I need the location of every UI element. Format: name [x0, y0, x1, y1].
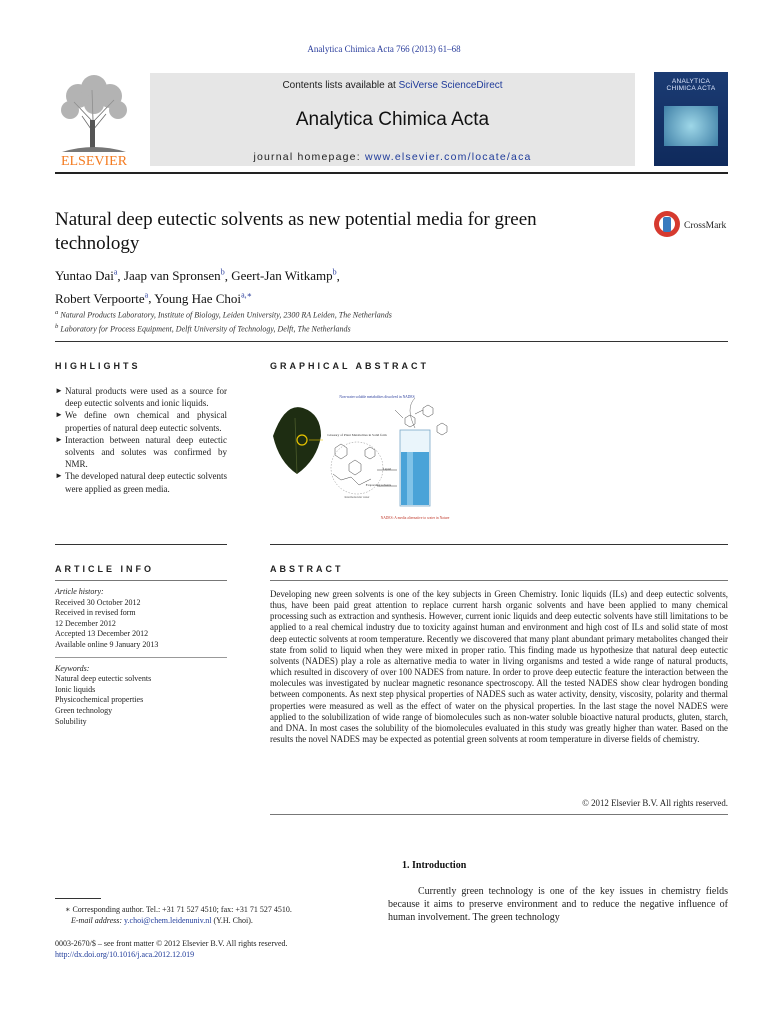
front-matter-info — [55, 938, 375, 960]
affiliation-b: $^b$ Laboratory for Process Equipment, Delft University of Technology, Delft, The Netherlands — [55, 322, 351, 334]
abstract-heading: ABSTRACT — [270, 564, 344, 574]
triangle-bullet-icon: ► — [55, 471, 63, 481]
affiliations — [55, 307, 655, 334]
history-item: 12 December 2012 — [55, 618, 116, 628]
article-info — [55, 587, 227, 727]
author-4[interactable]: Robert Verpoorte$^a$ — [55, 290, 149, 306]
info-rule-under-heading — [55, 580, 227, 581]
history-item: Received 30 October 2012 — [55, 597, 141, 607]
email-link[interactable]: y.choi@chem.leidenuniv.nl — [124, 916, 212, 925]
author-5[interactable]: Young Hae Choi$^{a,∗}$ — [154, 290, 253, 306]
author-1-affil: a — [113, 268, 118, 277]
author-3-affil: b — [332, 268, 337, 277]
article-info-heading: ARTICLE INFO — [55, 564, 154, 574]
availability-prefix: Contents lists available at — [282, 80, 399, 91]
ga-left-label: Glossary of Plant Metabolites in Solid form — [327, 433, 387, 437]
graphical-abstract-svg — [265, 378, 465, 528]
doi-link[interactable]: http://dx.doi.org/10.1016/j.aca.2012.12.019 — [55, 950, 195, 959]
cover-title: ANALYTICA CHIMICA ACTA — [666, 78, 716, 92]
info-separator — [55, 651, 227, 658]
triangle-bullet-icon: ► — [55, 386, 63, 395]
abstract-text: Developing new green solvents is one of the key subjects in Green Chemistry. Ionic liquids (ILs) and deep eutectic solvents, thus, have been paid great attention to replace current harsh organic solvents and have been applied to many chemical processing such as extraction and synthesis. However, current ionic liquids and deep eutectic solvents have still limitations to be applied to a real chemical industry due to toxicity against human and environment and high cost of ILs and solid state of most deep eutectic solvents at room temperature. Recently we discovered that many plant abundant primary metabolites changed their state from solid to liquid when they were mixed in proper ratio. This finding made us hypothesize that natural deep eutectic solvents (NADES) play a role as alternative media to water in living organisms and tested a wide range of natural products, which resulted in discovery of over 100 NADES from nature. In order to prove deep eutectic feature the interaction between the molecules was investigated by nuclear magnetic resonance spectroscopy. All the tested NADES show clear hydrogen bonding between components. As next step physical properties of NADES such as water activity, density, viscosity, polarity and thermal properties were measured as well as the effect of water on the physical properties. In the last stage the novel NADES were applied to the solubilization of wide range of biomolecules such as non-water soluble bioactive natural products, gluten, starch, and DNA. In most cases the solubility of the biomolecules evaluated in this study was greatly higher than water. Based on the results the novel NADES may be expected as potential green solvents at room temperature in diverse fields of chemistry. — [270, 589, 728, 745]
elsevier-tree-icon — [52, 72, 136, 168]
keyword: Solubility — [55, 716, 87, 726]
author-2[interactable]: Jaap van Spronsen$^b$ — [123, 268, 225, 284]
graphical-abstract-heading: GRAPHICAL ABSTRACT — [270, 361, 429, 371]
article-title: Natural deep eutectic solvents as new potential media for green technology — [55, 209, 537, 254]
ga-arrow-label-2: Evaporating solvents — [365, 483, 391, 487]
ga-arrow-label-1: Liquid — [383, 467, 391, 471]
highlight-item: ► The developed natural deep eutectic solvents were applied as green media. — [55, 471, 227, 494]
author-5-affil: a,∗ — [241, 290, 253, 300]
highlight-item: ► We define own chemical and physical properties of natural deep eutectic solvents. — [55, 410, 227, 433]
keyword: Green technology — [55, 705, 113, 715]
journal-banner — [150, 73, 635, 166]
elsevier-wordmark: ELSEVIER — [60, 154, 128, 168]
corresponding-author-note: ∗ Corresponding author. Tel.: +31 71 527 4510; fax: +31 71 527 4510. — [65, 905, 292, 914]
keyword: Ionic liquids — [55, 684, 96, 694]
journal-name: Analytica Chimica Acta — [295, 109, 490, 130]
highlight-item: ► Natural products were used as a source for deep eutectic solvents and ionic liquids. — [55, 386, 227, 409]
footnote-rule — [55, 898, 101, 899]
highlights-heading: HIGHLIGHTS — [55, 361, 141, 371]
abstract-rule-under-heading — [270, 580, 728, 581]
keyword: Physicochemical properties — [55, 695, 144, 705]
abstract-rule-top — [270, 544, 728, 545]
author-1[interactable]: Yuntao Dai$^a$ — [55, 268, 118, 284]
article-history-label: Article history: — [55, 587, 104, 596]
affiliation-rule — [55, 341, 728, 342]
history-item: Accepted 13 December 2012 — [55, 629, 149, 639]
beaker-icon — [400, 430, 430, 506]
sciencedirect-link[interactable]: SciVerse ScienceDirect — [398, 80, 503, 91]
crossmark-icon — [653, 210, 733, 240]
email-line: E-mail address: y.choi@chem.leidenuniv.nl (Y.H. Choi). — [71, 916, 253, 925]
author-4-affil: a — [144, 290, 149, 300]
history-item: Available online 9 January 2013 — [55, 639, 159, 649]
intro-heading: 1. Introduction — [402, 860, 467, 871]
abstract-rule-bottom — [270, 814, 728, 815]
affiliation-a: $^a$ Natural Products Laboratory, Institute of Biology, Leiden University, 2300 RA Leiden, The Netherlands — [55, 309, 392, 320]
author-list: Yuntao Dai$^a$, Jaap van Spronsen$^b$, Geert-Jan Witkamp$^b$, Robert Verpoorte$^a$, Young Hae Choi$^{a,∗}$ — [55, 268, 340, 306]
author-2-affil: b — [220, 268, 225, 277]
homepage-line — [150, 151, 635, 163]
journal-cover — [654, 72, 728, 166]
availability-line — [150, 80, 635, 91]
ga-bottom-mid-label: Intermolecular water — [344, 495, 370, 499]
header-rule — [55, 172, 728, 174]
highlight-item: ► Interaction between natural deep eutectic solvents and solutes was confirmed by NMR. — [55, 434, 227, 470]
triangle-bullet-icon: ► — [55, 434, 63, 444]
footnote — [55, 904, 375, 926]
issn-line: 0003-2670/$ – see front matter © 2012 Elsevier B.V. All rights reserved. — [55, 939, 288, 948]
journal-citation[interactable]: Analytica Chimica Acta 766 (2013) 61–68 — [307, 44, 461, 54]
homepage-link[interactable]: www.elsevier.com/locate/aca — [364, 151, 532, 163]
author-3[interactable]: Geert-Jan Witkamp$^b$ — [231, 268, 337, 284]
history-item: Received in revised form — [55, 608, 136, 618]
ga-bottom-label: NADES: A media alternative to water in Nature — [380, 516, 450, 520]
abstract-copyright: © 2012 Elsevier B.V. All rights reserved. — [582, 798, 728, 808]
elsevier-logo — [52, 72, 136, 168]
triangle-bullet-icon: ► — [55, 410, 63, 420]
crossmark-label: CrossMark — [684, 221, 727, 231]
highlights-list — [55, 385, 227, 495]
leaf-icon — [273, 407, 321, 474]
ga-top-label: Non-water soluble metabolites dissolved in NADES — [339, 395, 415, 399]
keyword: Natural deep eutectic solvents — [55, 674, 152, 684]
graphical-abstract-figure[interactable] — [265, 378, 465, 528]
keywords-label: Keywords: — [55, 663, 90, 673]
intro-text: Currently green technology is one of the key issues in chemistry fields because it aims to preserve environment and to reduce the negative influence of human involvement. The green technology — [388, 886, 728, 924]
cover-image — [664, 106, 718, 146]
homepage-prefix: journal homepage: — [253, 151, 365, 163]
info-rule-top — [55, 544, 227, 545]
crossmark-badge[interactable] — [653, 210, 733, 240]
